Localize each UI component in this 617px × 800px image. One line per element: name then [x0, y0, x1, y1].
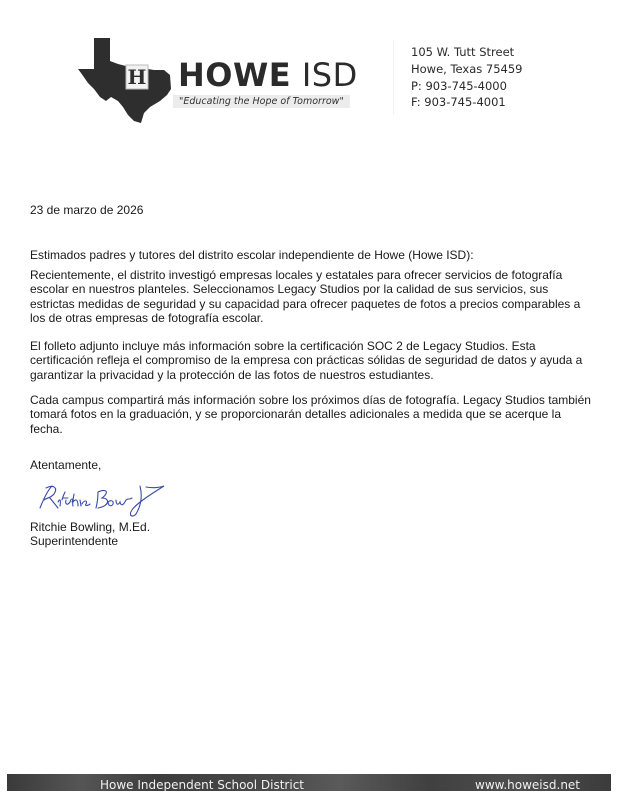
paragraph-1: Recientemente, el distrito investigó empresas locales y estatales para ofrecer servicios de fotografía escolar en nuestros planteles. Seleccionamos Legacy Studios por la calidad de sus servicios, sus estrictas medidas de seguridad y su capacidad para ofrecer paquetes de fotos a precios comparables a los de otras empresas de fotografía escolar. [30, 268, 581, 326]
signer-block [30, 520, 150, 549]
signer-title: Superintendente [30, 534, 119, 549]
closing: Atentamente, [30, 458, 102, 472]
footer-website-link[interactable]: www.howeisd.net [475, 778, 581, 791]
district-address [411, 44, 523, 111]
salutation: Estimados padres y tutores del distrito escolar independiente de Howe (Howe ISD): [30, 248, 474, 262]
address-street: 105 W. Tutt Street [411, 45, 515, 59]
paragraph-3: Cada campus compartirá más información sobre los próximos días de fotografía. Legacy Studios también tomará fotos en la graduación, y se proporcionarán detalles adicionales a medida que se acerque la fecha. [30, 393, 591, 436]
letter-date: 23 de marzo de 2026 [30, 203, 144, 217]
texas-map-icon [78, 37, 184, 123]
header-divider [393, 40, 394, 115]
district-logo [78, 37, 378, 123]
address-fax: F: 903-745-4001 [411, 95, 506, 110]
paragraph-2: El folleto adjunto incluye más información sobre la certificación SOC 2 de Legacy Studios. Esta certificación refleja el compromiso de la empresa con prácticas sólidas de seguridad de datos y ayuda a garantizar la privacidad y la protección de las fotos de nuestros estudiantes. [30, 339, 583, 382]
signature-icon [36, 478, 176, 520]
emblem-letter: H [127, 65, 147, 89]
address-city: Howe, Texas 75459 [411, 61, 523, 76]
tagline: "Educating the Hope of Tomorrow" [173, 95, 350, 108]
brand-name: HOWE ISD [178, 56, 358, 94]
signer-name: Ritchie Bowling, M.Ed. [30, 520, 151, 534]
footer-bar [7, 774, 611, 791]
footer-district-name: Howe Independent School District [100, 778, 305, 791]
address-phone: P: 903-745-4000 [411, 78, 507, 93]
